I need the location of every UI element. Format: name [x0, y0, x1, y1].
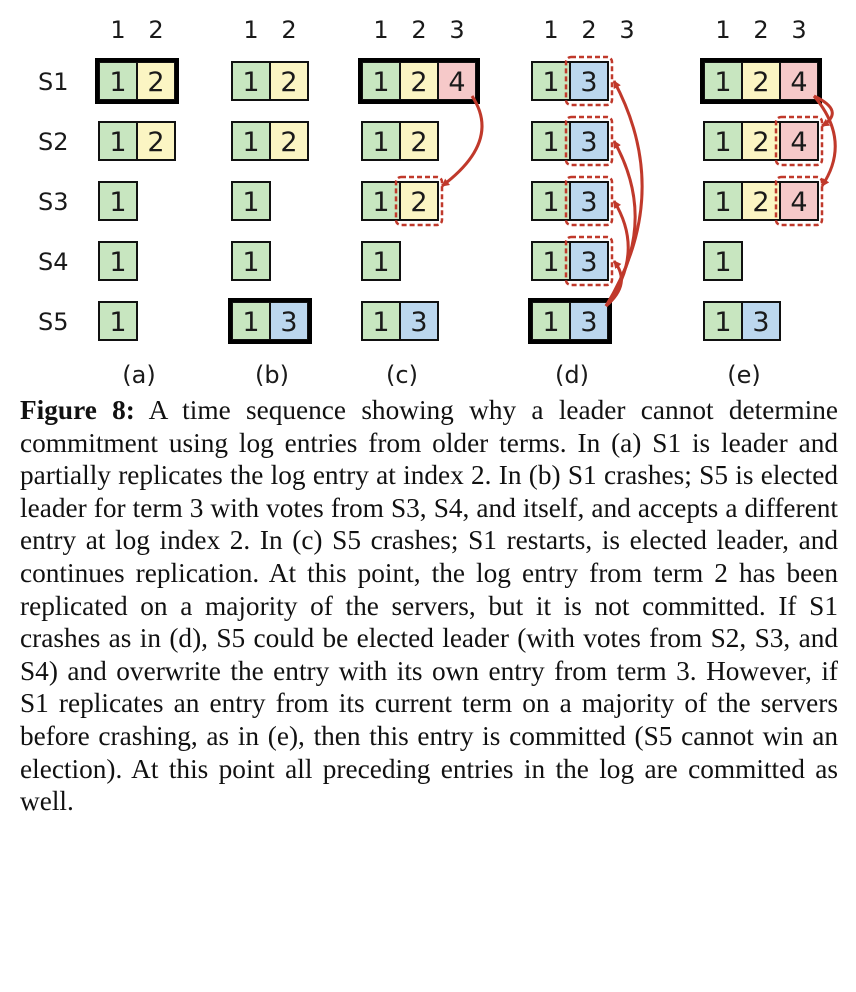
log-entry-term: 1: [714, 247, 732, 278]
log-entry-term: 1: [242, 187, 260, 218]
caption-text: A time sequence showing why a leader cannot determine commitment using log entries from older terms. In (a) S1 is leader and partially replicates the log entry at index 2. In (b) S1 crashes; S5 is elected leader for term 3 with votes from S3, S4, and itself, and accepts a different entry at log index 2. In (c) S5 crashes; S1 restarts, is elected leader, and continues replication. At this point, the log entry from term 2 has been replicated on a majority of the servers, but it is not committed. If S1 crashes as in (d), S5 could be elected leader (with votes from S2, S3, and S4) and overwrite the entry with its own entry from term 3. However, if S1 replicates an entry from its current term on a majority of the servers before crashing, as in (e), then this entry is committed (S5 cannot win an election). At this point all preceding entries in the log are committed as well.: [20, 395, 838, 817]
index-header: 2: [411, 16, 427, 44]
server-label-s3: S3: [38, 188, 69, 216]
panel-label: (a): [122, 361, 156, 389]
log-entry-term: 1: [372, 247, 390, 278]
index-header: 2: [753, 16, 769, 44]
panel-b: [230, 16, 310, 389]
log-entry-term: 1: [542, 307, 560, 338]
index-header: 1: [110, 16, 126, 44]
panel-label: (c): [386, 361, 418, 389]
log-entry-term: 1: [109, 247, 127, 278]
log-entry-term: 2: [752, 127, 770, 158]
panel-e: [702, 16, 822, 389]
panel-label: (b): [255, 361, 289, 389]
log-entry-term: 3: [280, 307, 298, 338]
figure-label: Figure 8:: [20, 395, 135, 425]
log-entry-term: 1: [542, 247, 560, 278]
log-entry-term: 1: [372, 127, 390, 158]
log-entry-term: 1: [372, 307, 390, 338]
log-entry-term: 2: [410, 187, 428, 218]
panel-label: (d): [555, 361, 589, 389]
log-entry-term: 4: [790, 187, 808, 218]
server-label-s5: S5: [38, 308, 69, 336]
figure-caption: [20, 394, 838, 818]
index-header: 1: [243, 16, 259, 44]
log-entry-term: 3: [580, 247, 598, 278]
log-entry-term: 4: [790, 67, 808, 98]
server-label-s4: S4: [38, 248, 69, 276]
raft-log-diagram: [0, 0, 856, 392]
log-entry-term: 1: [242, 307, 260, 338]
log-entry-term: 1: [109, 187, 127, 218]
log-entry-term: 1: [714, 187, 732, 218]
log-entry-term: 1: [109, 307, 127, 338]
log-entry-term: 3: [580, 127, 598, 158]
log-entry-term: 2: [147, 67, 165, 98]
log-entry-term: 1: [714, 307, 732, 338]
log-entry-term: 4: [448, 67, 466, 98]
log-entry-term: 1: [542, 187, 560, 218]
log-entry-term: 2: [410, 67, 428, 98]
log-entry-term: 4: [790, 127, 808, 158]
panel-c: [360, 16, 478, 389]
log-entry-term: 1: [372, 67, 390, 98]
index-header: 2: [281, 16, 297, 44]
log-entry-term: 2: [410, 127, 428, 158]
panel-label: (e): [727, 361, 761, 389]
log-entry-term: 3: [580, 67, 598, 98]
log-entry-term: 1: [372, 187, 390, 218]
log-entry-term: 3: [752, 307, 770, 338]
log-entry-term: 1: [542, 127, 560, 158]
log-entry-term: 1: [714, 127, 732, 158]
index-header: 1: [373, 16, 389, 44]
server-label-s2: S2: [38, 128, 69, 156]
log-entry-term: 1: [242, 127, 260, 158]
log-entry-term: 3: [580, 187, 598, 218]
panel-d: [530, 16, 635, 389]
index-header: 2: [581, 16, 597, 44]
log-entry-term: 1: [109, 67, 127, 98]
log-entry-term: 3: [410, 307, 428, 338]
log-entry-term: 1: [542, 67, 560, 98]
log-entry-term: 1: [242, 67, 260, 98]
index-header: 3: [449, 16, 465, 44]
log-entry-term: 2: [752, 187, 770, 218]
server-label-s1: S1: [38, 68, 69, 96]
index-header: 3: [791, 16, 807, 44]
index-header: 1: [715, 16, 731, 44]
log-entry-term: 2: [752, 67, 770, 98]
log-entry-term: 3: [580, 307, 598, 338]
replication-arrow: [442, 96, 482, 186]
log-entry-term: 2: [280, 127, 298, 158]
panel-a: [97, 16, 177, 389]
log-entry-term: 2: [147, 127, 165, 158]
log-entry-term: 1: [242, 247, 260, 278]
index-header: 2: [148, 16, 164, 44]
log-entry-term: 1: [714, 67, 732, 98]
index-header: 1: [543, 16, 559, 44]
index-header: 3: [619, 16, 635, 44]
log-entry-term: 2: [280, 67, 298, 98]
log-entry-term: 1: [109, 127, 127, 158]
